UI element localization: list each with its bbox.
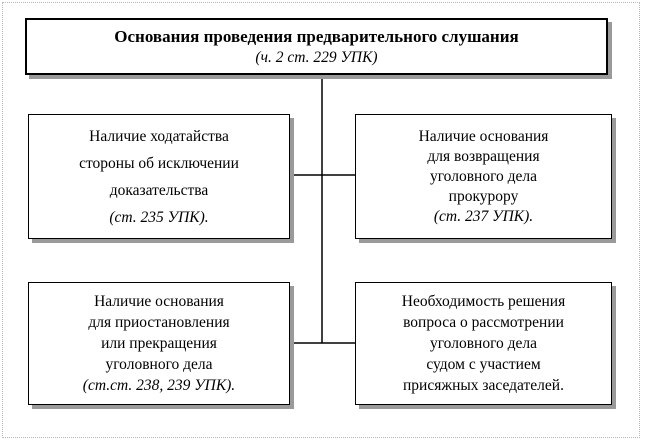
box-line: уголовного дела — [429, 167, 538, 185]
box-line: доказательства — [109, 181, 209, 199]
box-line: стороны об исключении — [79, 154, 239, 172]
box-line: Необходимость решения — [401, 293, 566, 310]
box-suspension-termination — [28, 282, 290, 405]
box-line: уголовного дела — [429, 335, 538, 352]
box-line: для приостановления — [88, 314, 230, 331]
box-jury-trial — [355, 282, 612, 405]
box-line: вопроса о рассмотрении — [403, 314, 564, 331]
box-line: Наличие основания — [418, 127, 549, 145]
box-reference: (ст. 235 УПК). — [109, 208, 209, 226]
box-line: для возвращения — [427, 147, 540, 165]
box-line: присяжных заседателей. — [403, 377, 564, 394]
box-line: прокурору — [448, 187, 519, 205]
box-line: уголовного дела — [105, 356, 213, 373]
box-line: или прекращения — [101, 335, 217, 352]
box-reference: (ст. 237 УПК). — [433, 207, 534, 225]
box-return-to-prosecutor — [355, 114, 612, 239]
box-exclusion-motion — [28, 114, 290, 239]
title-box — [25, 18, 608, 75]
diagram-subtitle: (ч. 2 ст. 229 УПК) — [255, 48, 378, 66]
box-reference: (ст.ст. 238, 239 УПК). — [82, 377, 236, 394]
box-line: Наличие ходатайства — [89, 127, 229, 145]
box-line: судом с участием — [426, 356, 541, 373]
box-line: Наличие основания — [94, 293, 224, 310]
diagram-title: Основания проведения предварительного слушания — [114, 26, 519, 46]
